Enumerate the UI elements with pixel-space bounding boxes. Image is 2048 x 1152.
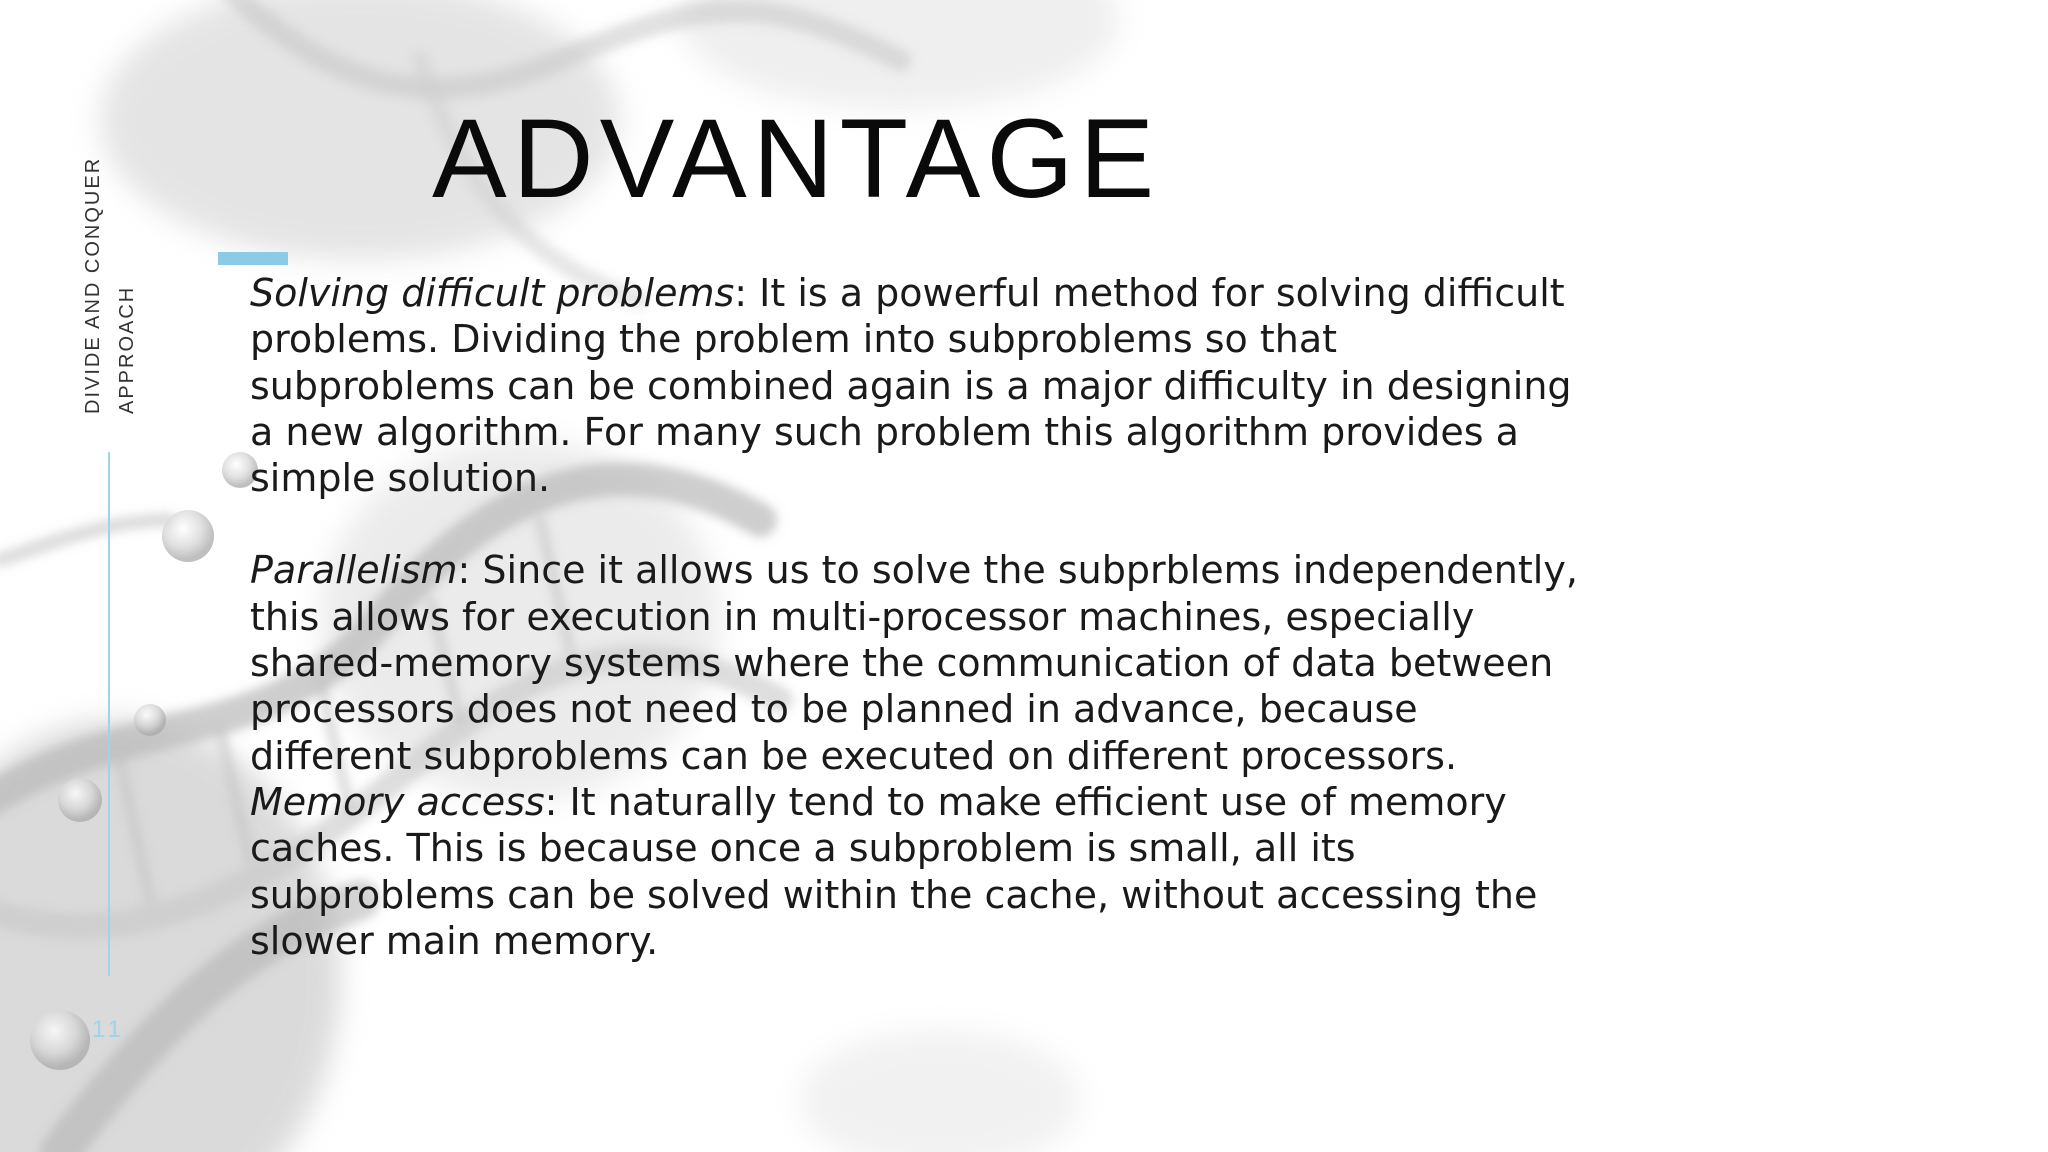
title-accent-bar (218, 252, 288, 265)
paragraph-parallelism (250, 547, 1590, 778)
paragraph-text: : It naturally tend to make efficient use of memory caches. This is because once a subproblem is small, all its subproblems can be solved within the cache, without accessing the slower main memory. (250, 779, 1538, 963)
section-label (76, 114, 144, 414)
content-body (250, 270, 1590, 964)
term-label: Parallelism (250, 548, 458, 593)
section-label-line-2: APPROACH (116, 285, 138, 414)
term-label: Solving difficult problems (250, 271, 735, 315)
paragraph-text: : It is a powerful method for solving difficult problems. Dividing the problem into subproblems so that subproblems can be combined again is a major difficulty in designing a new algorithm. For many such problem this algorithm provides a simple solution. (250, 271, 1572, 501)
section-label-line-1: DIVIDE AND CONQUER (82, 156, 104, 414)
paragraph-memory-access (250, 779, 1590, 964)
slide-title: ADVANTAGE (432, 96, 1161, 221)
paragraph-solving-difficult-problems (250, 270, 1590, 501)
paragraph-text: : Since it allows us to solve the subprblems independently, this allows for execution in multi-processor machines, especially shared-memory systems where the communication of data between processors does not need to be planned in advance, because different subproblems can be executed on different processors. (250, 548, 1578, 778)
term-label: Memory access (250, 779, 545, 824)
page-number: 11 (92, 1016, 125, 1043)
vertical-divider (108, 452, 110, 976)
